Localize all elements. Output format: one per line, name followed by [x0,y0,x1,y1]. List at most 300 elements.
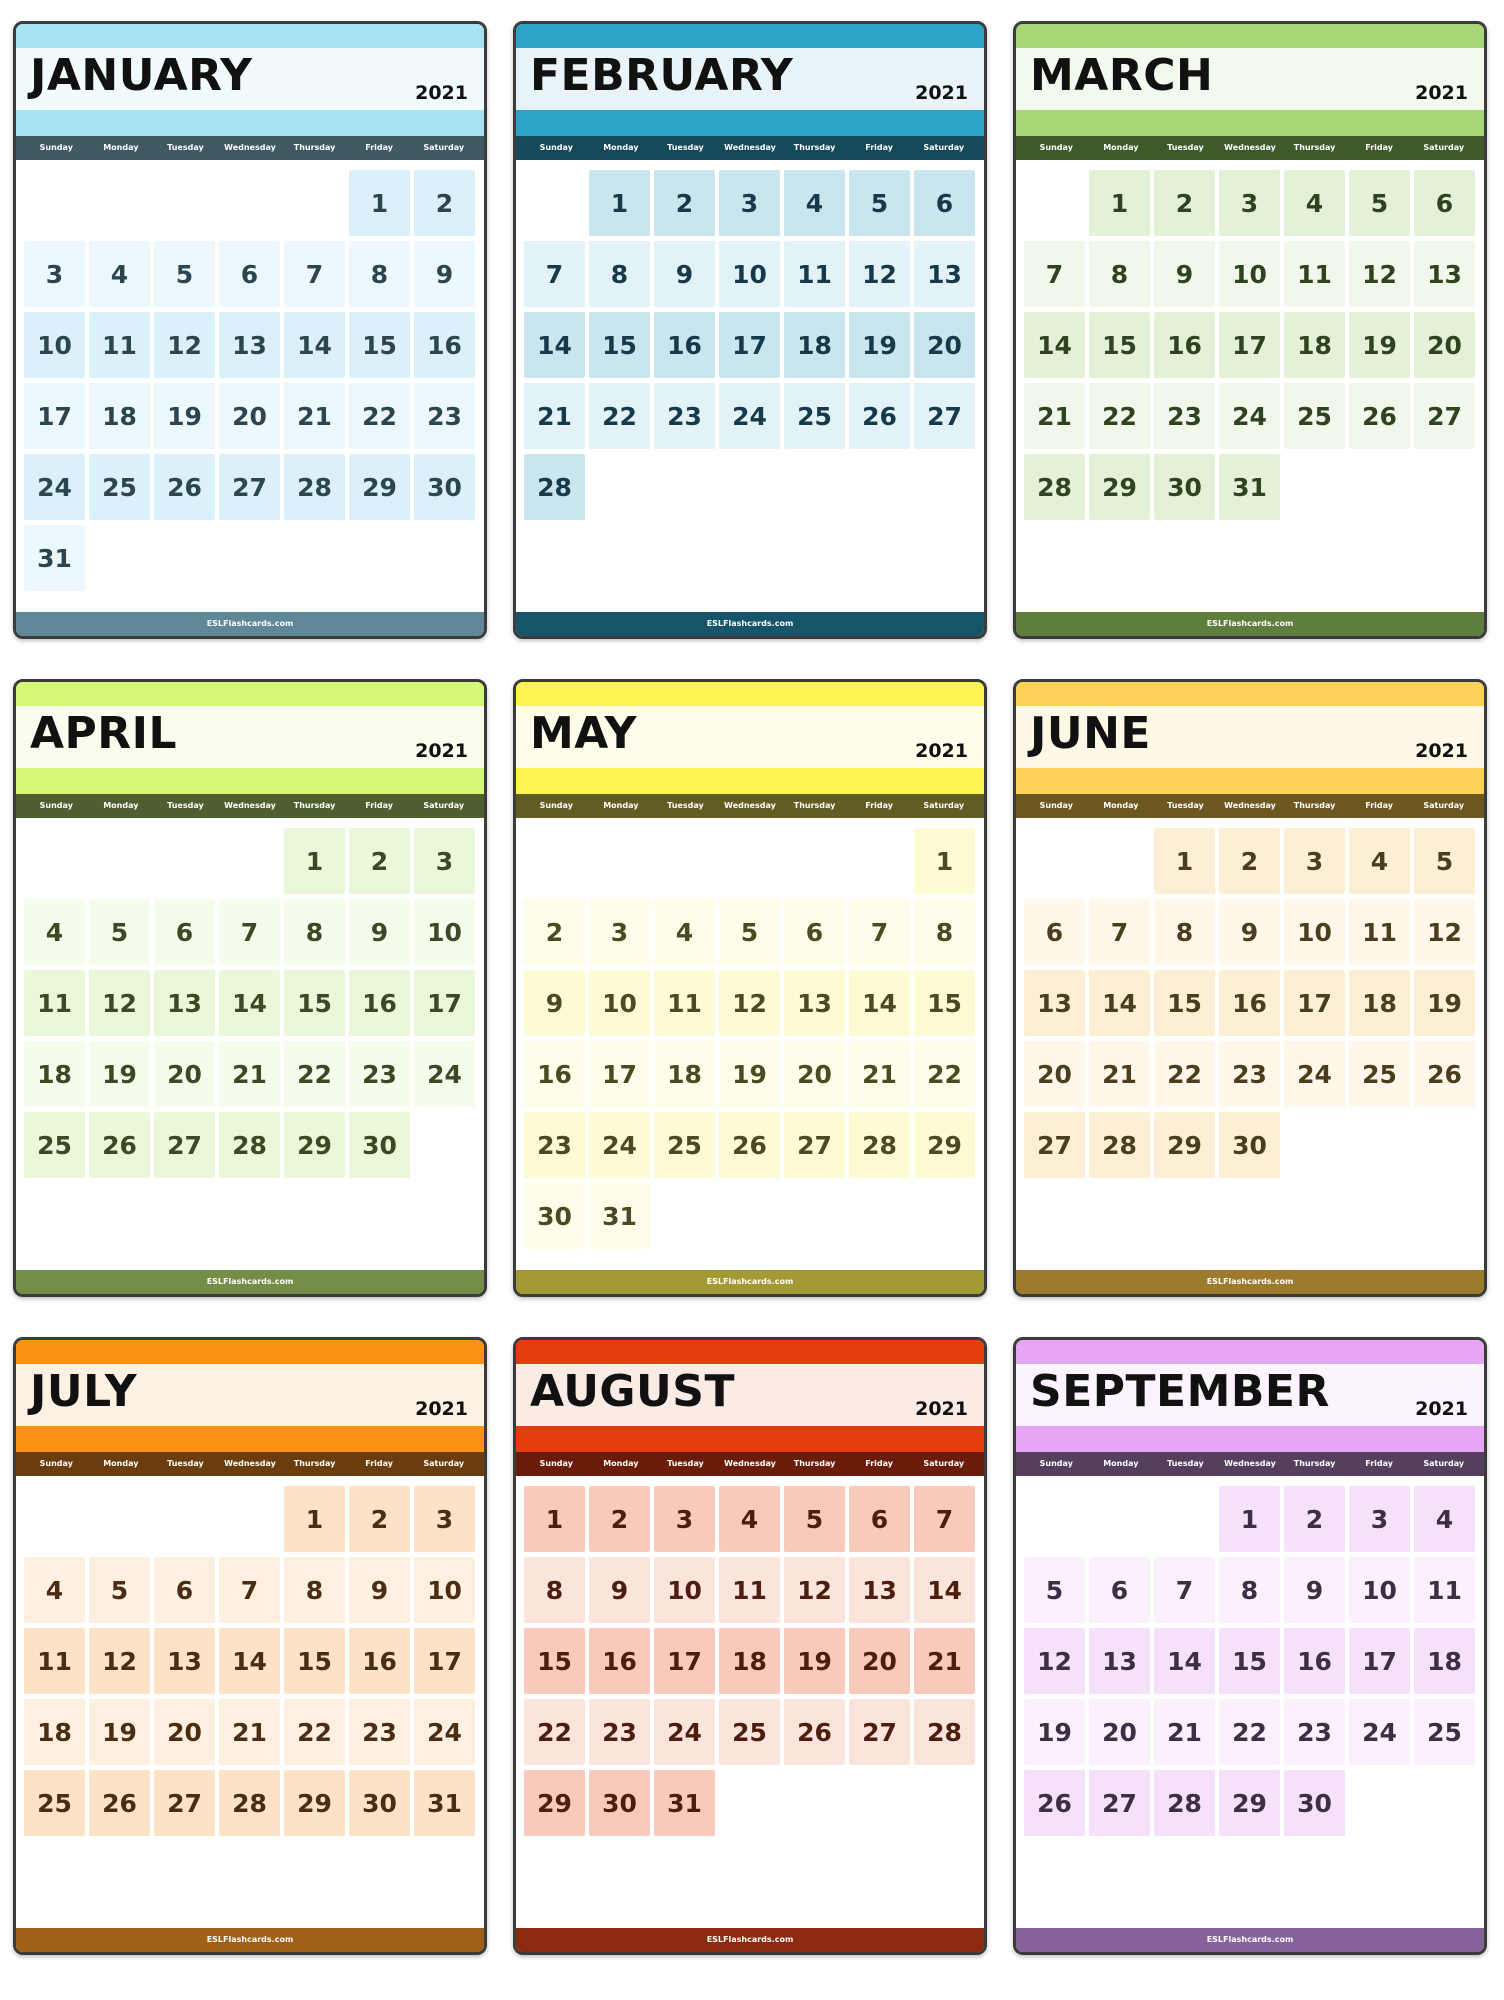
day-cell[interactable]: 25 [719,1699,780,1765]
day-cell[interactable]: 9 [1219,899,1280,965]
day-cell[interactable]: 4 [654,899,715,965]
day-cell[interactable]: 28 [1024,454,1085,520]
day-cell[interactable]: 13 [914,241,975,307]
day-cell[interactable]: 19 [1349,312,1410,378]
day-cell[interactable]: 22 [1154,1041,1215,1107]
day-cell[interactable]: 28 [524,454,585,520]
day-cell[interactable]: 25 [1349,1041,1410,1107]
day-cell[interactable]: 10 [414,899,475,965]
day-cell[interactable]: 3 [414,1486,475,1552]
day-cell[interactable]: 18 [1414,1628,1475,1694]
day-cell[interactable]: 23 [1154,383,1215,449]
day-cell[interactable]: 15 [284,1628,345,1694]
day-cell[interactable]: 20 [154,1041,215,1107]
mid-color-strip [1016,1426,1484,1452]
day-cell[interactable]: 7 [849,899,910,965]
day-cell[interactable]: 3 [414,828,475,894]
weekday-label-friday: Friday [1365,801,1393,810]
day-cell[interactable]: 14 [914,1557,975,1623]
day-cell[interactable]: 25 [784,383,845,449]
day-cell[interactable]: 15 [1089,312,1150,378]
day-cell[interactable]: 24 [414,1699,475,1765]
day-cell[interactable]: 12 [89,1628,150,1694]
day-cell[interactable]: 27 [1414,383,1475,449]
day-cell[interactable]: 25 [654,1112,715,1178]
day-cell[interactable]: 21 [914,1628,975,1694]
day-cell[interactable]: 12 [89,970,150,1036]
weekday-header [1016,1452,1484,1476]
day-cell[interactable]: 8 [284,899,345,965]
day-cell[interactable]: 12 [784,1557,845,1623]
day-cell[interactable]: 5 [849,170,910,236]
day-cell[interactable]: 31 [24,525,85,591]
weekday-label-saturday: Saturday [923,143,965,152]
day-cell[interactable]: 17 [589,1041,650,1107]
day-cell[interactable]: 18 [654,1041,715,1107]
day-cell[interactable]: 5 [784,1486,845,1552]
day-cell[interactable]: 14 [1154,1628,1215,1694]
day-cell[interactable]: 1 [589,170,650,236]
day-cell[interactable]: 7 [284,241,345,307]
day-cell[interactable]: 29 [284,1112,345,1178]
day-cell[interactable]: 31 [589,1183,650,1249]
day-cell[interactable]: 23 [654,383,715,449]
day-cell[interactable]: 22 [1219,1699,1280,1765]
day-cell[interactable]: 21 [524,383,585,449]
day-cell[interactable]: 22 [524,1699,585,1765]
day-cell[interactable]: 27 [1089,1770,1150,1836]
day-cell[interactable]: 29 [524,1770,585,1836]
day-cell[interactable]: 17 [1349,1628,1410,1694]
day-cell[interactable]: 29 [284,1770,345,1836]
day-cell[interactable]: 22 [284,1041,345,1107]
day-cell[interactable]: 25 [1414,1699,1475,1765]
day-cell[interactable]: 17 [414,1628,475,1694]
day-cell[interactable]: 16 [349,970,410,1036]
day-cell[interactable]: 10 [24,312,85,378]
day-cell[interactable]: 30 [414,454,475,520]
day-cell[interactable]: 6 [154,899,215,965]
day-cell[interactable]: 10 [1349,1557,1410,1623]
day-cell[interactable]: 27 [154,1112,215,1178]
day-cell[interactable]: 4 [1284,170,1345,236]
empty-cell [654,828,715,894]
day-cell[interactable]: 19 [784,1628,845,1694]
day-cell[interactable]: 10 [654,1557,715,1623]
day-cell[interactable]: 29 [1219,1770,1280,1836]
day-cell[interactable]: 1 [1219,1486,1280,1552]
day-cell[interactable]: 11 [89,312,150,378]
day-cell[interactable]: 30 [1219,1112,1280,1178]
day-cell[interactable]: 11 [1284,241,1345,307]
day-cell[interactable]: 6 [154,1557,215,1623]
day-cell[interactable]: 5 [1349,170,1410,236]
day-cell[interactable]: 8 [349,241,410,307]
day-cell[interactable]: 24 [1349,1699,1410,1765]
day-cell[interactable]: 2 [349,1486,410,1552]
day-cell[interactable]: 11 [784,241,845,307]
day-cell[interactable]: 13 [154,1628,215,1694]
day-cell[interactable]: 17 [414,970,475,1036]
day-cell[interactable]: 22 [1089,383,1150,449]
day-cell[interactable]: 21 [1154,1699,1215,1765]
day-cell[interactable]: 20 [1024,1041,1085,1107]
day-cell[interactable]: 30 [349,1112,410,1178]
day-cell[interactable]: 26 [1024,1770,1085,1836]
day-cell[interactable]: 11 [1349,899,1410,965]
day-cell[interactable]: 7 [1154,1557,1215,1623]
day-cell[interactable]: 6 [1024,899,1085,965]
day-cell[interactable]: 13 [849,1557,910,1623]
day-cell[interactable]: 16 [349,1628,410,1694]
day-cell[interactable]: 26 [784,1699,845,1765]
day-cell[interactable]: 18 [719,1628,780,1694]
day-cell[interactable]: 30 [589,1770,650,1836]
day-cell[interactable]: 23 [349,1699,410,1765]
weekday-label-monday: Monday [603,801,639,810]
day-cell[interactable]: 22 [284,1699,345,1765]
day-cell[interactable]: 14 [524,312,585,378]
day-cell[interactable]: 5 [89,899,150,965]
day-cell[interactable]: 1 [1089,170,1150,236]
day-cell[interactable]: 1 [284,828,345,894]
day-cell[interactable]: 21 [219,1699,280,1765]
day-cell[interactable]: 11 [1414,1557,1475,1623]
day-cell[interactable]: 17 [719,312,780,378]
day-cell[interactable]: 12 [154,312,215,378]
weekday-label-monday: Monday [103,801,139,810]
day-cell[interactable]: 7 [914,1486,975,1552]
day-cell[interactable]: 10 [589,970,650,1036]
day-cell[interactable]: 6 [849,1486,910,1552]
day-cell[interactable]: 29 [1089,454,1150,520]
empty-cell [89,1486,150,1552]
day-cell[interactable]: 15 [349,312,410,378]
month-title: APRIL [30,708,178,759]
day-cell[interactable]: 16 [654,312,715,378]
day-cell[interactable]: 24 [414,1041,475,1107]
day-cell[interactable]: 6 [914,170,975,236]
top-color-strip [516,1340,984,1364]
day-cell[interactable]: 11 [654,970,715,1036]
day-cell[interactable]: 27 [154,1770,215,1836]
day-cell[interactable]: 25 [24,1770,85,1836]
day-cell[interactable]: 13 [784,970,845,1036]
day-cell[interactable]: 24 [24,454,85,520]
day-cell[interactable]: 4 [1414,1486,1475,1552]
day-cell[interactable]: 7 [219,1557,280,1623]
weekday-label-monday: Monday [103,1459,139,1468]
day-cell[interactable]: 28 [1089,1112,1150,1178]
day-cell[interactable]: 11 [719,1557,780,1623]
day-cell[interactable]: 17 [24,383,85,449]
day-cell[interactable]: 27 [914,383,975,449]
day-cell[interactable]: 20 [1414,312,1475,378]
day-cell[interactable]: 3 [589,899,650,965]
day-cell[interactable]: 27 [784,1112,845,1178]
day-cell[interactable]: 1 [524,1486,585,1552]
day-cell[interactable]: 13 [1414,241,1475,307]
day-cell[interactable]: 12 [719,970,780,1036]
day-cell[interactable]: 16 [589,1628,650,1694]
day-cell[interactable]: 13 [1024,970,1085,1036]
day-cell[interactable]: 10 [1284,899,1345,965]
day-cell[interactable]: 26 [89,1112,150,1178]
day-cell[interactable]: 18 [24,1699,85,1765]
weekday-label-saturday: Saturday [423,143,465,152]
day-cell[interactable]: 14 [849,970,910,1036]
day-cell[interactable]: 8 [589,241,650,307]
day-cell[interactable]: 3 [719,170,780,236]
day-cell[interactable]: 20 [219,383,280,449]
day-cell[interactable]: 9 [524,970,585,1036]
day-cell[interactable]: 21 [284,383,345,449]
day-cell[interactable]: 4 [719,1486,780,1552]
day-cell[interactable]: 6 [784,899,845,965]
day-cell[interactable]: 18 [1284,312,1345,378]
day-cell[interactable]: 26 [89,1770,150,1836]
day-cell[interactable]: 7 [219,899,280,965]
day-cell[interactable]: 2 [414,170,475,236]
day-cell[interactable]: 22 [914,1041,975,1107]
day-cell[interactable]: 25 [1284,383,1345,449]
day-cell[interactable]: 21 [1024,383,1085,449]
day-cell[interactable]: 20 [849,1628,910,1694]
day-cell[interactable]: 23 [524,1112,585,1178]
day-cell[interactable]: 9 [1284,1557,1345,1623]
days-grid [24,828,476,1178]
day-cell[interactable]: 19 [849,312,910,378]
day-cell[interactable]: 14 [284,312,345,378]
day-cell[interactable]: 15 [1154,970,1215,1036]
day-cell[interactable]: 19 [89,1699,150,1765]
day-cell[interactable]: 22 [349,383,410,449]
day-cell[interactable]: 19 [1024,1699,1085,1765]
month-card-april [13,679,487,1297]
day-cell[interactable]: 25 [89,454,150,520]
day-cell[interactable]: 1 [349,170,410,236]
day-cell[interactable]: 4 [24,899,85,965]
day-cell[interactable]: 2 [524,899,585,965]
day-cell[interactable]: 26 [849,383,910,449]
day-cell[interactable]: 14 [219,970,280,1036]
day-cell[interactable]: 5 [154,241,215,307]
day-cell[interactable]: 12 [1024,1628,1085,1694]
day-cell[interactable]: 8 [1219,1557,1280,1623]
day-cell[interactable]: 19 [1414,970,1475,1036]
day-cell[interactable]: 21 [219,1041,280,1107]
day-cell[interactable]: 8 [1089,241,1150,307]
year-label: 2021 [915,1398,968,1420]
day-cell[interactable]: 26 [719,1112,780,1178]
day-cell[interactable]: 14 [219,1628,280,1694]
day-cell[interactable]: 27 [849,1699,910,1765]
day-cell[interactable]: 10 [1219,241,1280,307]
day-cell[interactable]: 18 [784,312,845,378]
day-cell[interactable]: 26 [154,454,215,520]
day-cell[interactable]: 17 [1284,970,1345,1036]
top-color-strip [1016,682,1484,706]
day-cell[interactable]: 27 [1024,1112,1085,1178]
day-cell[interactable]: 20 [914,312,975,378]
day-cell[interactable]: 22 [589,383,650,449]
day-cell[interactable]: 23 [349,1041,410,1107]
day-cell[interactable]: 15 [914,970,975,1036]
day-cell[interactable]: 12 [849,241,910,307]
day-cell[interactable]: 24 [1284,1041,1345,1107]
day-cell[interactable]: 4 [24,1557,85,1623]
day-cell[interactable]: 28 [1154,1770,1215,1836]
day-cell[interactable]: 11 [24,1628,85,1694]
day-cell[interactable]: 9 [589,1557,650,1623]
day-cell[interactable]: 30 [1154,454,1215,520]
day-cell[interactable]: 14 [1089,970,1150,1036]
day-cell[interactable]: 3 [1284,828,1345,894]
day-cell[interactable]: 15 [284,970,345,1036]
year-label: 2021 [415,82,468,104]
day-cell[interactable]: 29 [1154,1112,1215,1178]
mid-color-strip [16,110,484,136]
day-cell[interactable]: 5 [1414,828,1475,894]
day-cell[interactable]: 18 [1349,970,1410,1036]
weekday-header [516,1452,984,1476]
day-cell[interactable]: 11 [24,970,85,1036]
day-cell[interactable]: 20 [784,1041,845,1107]
day-cell[interactable]: 12 [1414,899,1475,965]
day-cell[interactable]: 18 [89,383,150,449]
day-cell[interactable]: 15 [1219,1628,1280,1694]
day-cell[interactable]: 31 [1219,454,1280,520]
day-cell[interactable]: 19 [719,1041,780,1107]
day-cell[interactable]: 9 [414,241,475,307]
day-cell[interactable]: 21 [849,1041,910,1107]
day-cell[interactable]: 19 [89,1041,150,1107]
day-cell[interactable]: 20 [154,1699,215,1765]
day-cell[interactable]: 31 [414,1770,475,1836]
day-cell[interactable]: 1 [1154,828,1215,894]
day-cell[interactable]: 14 [1024,312,1085,378]
day-cell[interactable]: 3 [1219,170,1280,236]
day-cell[interactable]: 17 [1219,312,1280,378]
day-cell[interactable]: 19 [154,383,215,449]
day-cell[interactable]: 23 [1284,1699,1345,1765]
day-cell[interactable]: 24 [589,1112,650,1178]
day-cell[interactable]: 3 [654,1486,715,1552]
day-cell[interactable]: 29 [349,454,410,520]
empty-cell [219,828,280,894]
day-cell[interactable]: 30 [524,1183,585,1249]
day-cell[interactable]: 1 [284,1486,345,1552]
day-cell[interactable]: 8 [914,899,975,965]
day-cell[interactable]: 5 [89,1557,150,1623]
empty-cell [154,828,215,894]
day-cell[interactable]: 6 [1089,1557,1150,1623]
day-cell[interactable]: 2 [1154,170,1215,236]
day-cell[interactable]: 7 [524,241,585,307]
day-cell[interactable]: 3 [1349,1486,1410,1552]
day-cell[interactable]: 23 [414,383,475,449]
day-cell[interactable]: 13 [1089,1628,1150,1694]
day-cell[interactable]: 7 [1024,241,1085,307]
day-cell[interactable]: 8 [284,1557,345,1623]
day-cell[interactable]: 4 [1349,828,1410,894]
day-cell[interactable]: 13 [219,312,280,378]
weekday-header [16,136,484,160]
day-cell[interactable]: 10 [719,241,780,307]
day-cell[interactable]: 27 [219,454,280,520]
day-cell[interactable]: 26 [1349,383,1410,449]
day-cell[interactable]: 29 [914,1112,975,1178]
weekday-header [16,1452,484,1476]
day-cell[interactable]: 28 [284,454,345,520]
day-cell[interactable]: 21 [1089,1041,1150,1107]
day-cell[interactable]: 12 [1349,241,1410,307]
day-cell[interactable]: 3 [24,241,85,307]
day-cell[interactable]: 28 [219,1770,280,1836]
day-cell[interactable]: 28 [219,1112,280,1178]
day-cell[interactable]: 1 [914,828,975,894]
day-cell[interactable]: 2 [589,1486,650,1552]
day-cell[interactable]: 2 [349,828,410,894]
day-cell[interactable]: 13 [154,970,215,1036]
day-cell[interactable]: 23 [1219,1041,1280,1107]
day-cell[interactable]: 26 [1414,1041,1475,1107]
day-cell[interactable]: 16 [524,1041,585,1107]
day-cell[interactable]: 20 [1089,1699,1150,1765]
day-cell[interactable]: 8 [524,1557,585,1623]
empty-cell [849,828,910,894]
day-cell[interactable]: 30 [1284,1770,1345,1836]
day-cell[interactable]: 16 [1219,970,1280,1036]
day-cell[interactable]: 9 [349,899,410,965]
day-cell[interactable]: 9 [1154,241,1215,307]
day-cell[interactable]: 16 [1284,1628,1345,1694]
day-cell[interactable]: 18 [24,1041,85,1107]
day-cell[interactable]: 30 [349,1770,410,1836]
day-cell[interactable]: 5 [1024,1557,1085,1623]
day-cell[interactable]: 15 [589,312,650,378]
day-cell[interactable]: 9 [349,1557,410,1623]
top-color-strip [1016,1340,1484,1364]
day-cell[interactable]: 28 [849,1112,910,1178]
day-cell[interactable]: 5 [719,899,780,965]
day-cell[interactable]: 25 [24,1112,85,1178]
day-cell[interactable]: 16 [414,312,475,378]
day-cell[interactable]: 15 [524,1628,585,1694]
day-cell[interactable]: 6 [219,241,280,307]
day-cell[interactable]: 4 [89,241,150,307]
day-cell[interactable]: 4 [784,170,845,236]
day-cell[interactable]: 8 [1154,899,1215,965]
day-cell[interactable]: 24 [1219,383,1280,449]
day-cell[interactable]: 2 [1284,1486,1345,1552]
day-cell[interactable]: 24 [719,383,780,449]
day-cell[interactable]: 16 [1154,312,1215,378]
day-cell[interactable]: 9 [654,241,715,307]
day-cell[interactable]: 7 [1089,899,1150,965]
weekday-label-saturday: Saturday [1423,143,1465,152]
weekday-label-sunday: Sunday [1039,143,1073,152]
day-cell[interactable]: 6 [1414,170,1475,236]
day-cell[interactable]: 28 [914,1699,975,1765]
day-cell[interactable]: 10 [414,1557,475,1623]
day-cell[interactable]: 17 [654,1628,715,1694]
day-cell[interactable]: 2 [1219,828,1280,894]
day-cell[interactable]: 23 [589,1699,650,1765]
day-cell[interactable]: 2 [654,170,715,236]
day-cell[interactable]: 24 [654,1699,715,1765]
day-cell[interactable]: 31 [654,1770,715,1836]
